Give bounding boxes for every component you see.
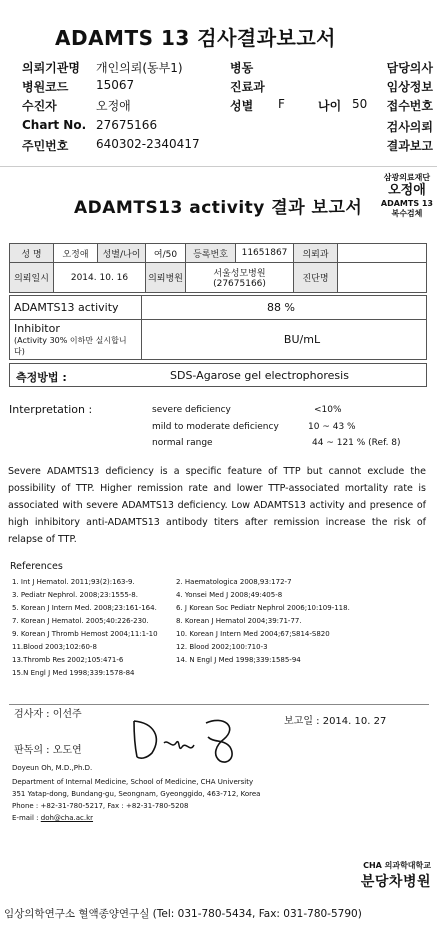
- references-title: References: [10, 561, 63, 572]
- header-right-label: 결과보고: [386, 139, 433, 153]
- stamp-line: 복수검체: [391, 209, 423, 218]
- reference-item: 12. Blood 2002;100:710-3: [176, 643, 268, 651]
- header-label: 수진자: [22, 99, 57, 113]
- regno-value: 11651867: [236, 244, 294, 263]
- header-row: [0, 97, 437, 115]
- header-age-label: 나이: [318, 99, 342, 113]
- reference-item: 8. Korean J Hematol 2004;39:71-77.: [176, 617, 302, 625]
- header-sex-value: F: [278, 97, 285, 111]
- examiner: 검사자 : 이선주: [14, 709, 82, 720]
- report-header: [0, 0, 437, 165]
- interpretation-paragraph: Severe ADAMTS13 deficiency is a specific feature of TTP but cannot exclude the possibility of TTP. Higher remission rate and lower TTP-associated mortality rate is associated with severe ADAMTS13 deficiency. Low ADAMTS13 activity and presence of high inhibitory anti-ADAMTS13 antibody titers after remission increase the risk of relapse of TTP.: [8, 466, 426, 545]
- diagnosis-label: 진단명: [294, 263, 338, 293]
- header-value: 27675166: [96, 118, 158, 132]
- header-right-label: 검사의뢰: [386, 120, 433, 134]
- department: Department of Internal Medicine, School of Medicine, CHA University: [12, 778, 254, 786]
- header-value: 개인의뢰(동부1): [96, 61, 183, 75]
- stamp-line: 삼광의료재단: [383, 173, 431, 182]
- interp-value: <10%: [314, 405, 342, 415]
- hospital-label: 의뢰병원: [146, 263, 186, 293]
- interp-name: normal range: [152, 438, 213, 448]
- reference-item: 15.N Engl J Med 1998;339:1578-84: [12, 669, 135, 677]
- activity-label: ADAMTS13 activity: [10, 296, 142, 320]
- reference-item: 11.Blood 2003;102:60-8: [12, 643, 97, 651]
- method-value: SDS-Agarose gel electrophoresis: [170, 369, 349, 382]
- result-table: [9, 295, 427, 360]
- hospital-number: (27675166): [213, 279, 266, 289]
- hospital-name: 서울성모병원: [213, 269, 266, 279]
- doctor-name: Doyeun Oh, M.D.,Ph.D.: [12, 764, 93, 772]
- reference-item: 14. N Engl J Med 1998;339:1585-94: [176, 656, 301, 664]
- footer-contact: 임상의학연구소 혈액종양연구실 (Tel: 031-780-5434, Fax: 031-780-5790): [4, 908, 362, 920]
- header-value: 오정애: [96, 99, 131, 113]
- patient-info-table: [9, 243, 427, 293]
- header-age-value: 50: [352, 97, 368, 111]
- report-document: [0, 166, 437, 926]
- inhibitor-label: Inhibitor: [14, 322, 60, 335]
- reference-item: 4. Yonsei Med J 2008;49:405-8: [176, 591, 283, 599]
- page-title: ADAMTS 13 검사결과보고서: [55, 26, 337, 50]
- reference-item: 7. Korean J Hematol. 2005;40:226-230.: [12, 617, 149, 625]
- logo-line: CHA 의과학대학교: [363, 861, 431, 870]
- reviewing-doctor: 판독의 : 오도연: [14, 745, 82, 756]
- header-label: 주민번호: [22, 139, 69, 153]
- email-link[interactable]: doh@cha.ac.kr: [40, 814, 94, 822]
- phone-fax: Phone : +82-31-780-5217, Fax : +82-31-780-5208: [12, 802, 189, 810]
- hospital-value: [186, 263, 294, 293]
- header-right-label: 담당의사: [386, 61, 433, 75]
- activity-value: 88 %: [142, 296, 427, 320]
- interp-value: 10 ~ 43 %: [308, 422, 356, 432]
- header-row: [0, 137, 437, 155]
- report-date: 보고일 : 2014. 10. 27: [284, 716, 387, 727]
- header-label: 병원코드: [22, 80, 69, 94]
- specimen-stamp: [381, 173, 433, 219]
- report-title: ADAMTS13 activity 결과 보고서: [74, 198, 363, 218]
- reference-item: 5. Korean J Intern Med. 2008;23:161-164.: [12, 604, 157, 612]
- date-label: 의뢰일시: [10, 263, 54, 293]
- header-right-label: 접수번호: [386, 99, 433, 113]
- header-value: 15067: [96, 78, 135, 92]
- reference-item: 6. J Korean Soc Pediatr Nephrol 2006;10:109-118.: [176, 604, 350, 612]
- method-label: 측정방법 :: [16, 371, 67, 384]
- inhibitor-note: (Activity 30% 이하만 실시합니다): [14, 336, 127, 356]
- header-mid-label: 병동: [230, 61, 254, 75]
- name-label: 성 명: [10, 244, 54, 263]
- header-value: 640302-2340417: [96, 137, 200, 151]
- interp-value: 44 ~ 121 % (Ref. 8): [312, 438, 401, 448]
- dept-label: 의뢰과: [294, 244, 338, 263]
- header-right-label: 임상정보: [386, 80, 433, 94]
- reference-item: 1. Int J Hematol. 2011;93(2):163-9.: [12, 578, 135, 586]
- header-mid-label: 진료과: [230, 80, 265, 94]
- inhibitor-cell: [10, 320, 142, 360]
- header-label: 의뢰기관명: [22, 61, 80, 75]
- name-value: 오정애: [54, 244, 98, 263]
- logo-hospital-name: 분당차병원: [360, 874, 431, 890]
- reference-item: 10. Korean J Intern Med 2004;67;S814-S820: [176, 630, 330, 638]
- address: 351 Yatap-dong, Bundang-gu, Seongnam, Gyeonggido, 463-712, Korea: [12, 790, 261, 798]
- reference-item: 13.Thromb Res 2002;105:471-6: [12, 656, 124, 664]
- date-value: 2014. 10. 16: [54, 263, 146, 293]
- header-label: Chart No.: [22, 118, 87, 132]
- interp-name: severe deficiency: [152, 405, 231, 415]
- header-mid-label: 성별: [230, 99, 254, 113]
- stamp-line: ADAMTS 13: [380, 199, 433, 208]
- interp-name: mild to moderate deficiency: [152, 422, 279, 432]
- dept-value: [338, 244, 427, 263]
- header-row: [0, 118, 437, 136]
- email-label: E-mail :: [12, 814, 39, 822]
- header-row: [0, 78, 437, 96]
- inhibitor-value: BU/mL: [142, 320, 427, 360]
- header-row: [0, 59, 437, 77]
- signature-image: [128, 713, 248, 767]
- hospital-logo: [361, 860, 431, 891]
- regno-label: 등록번호: [186, 244, 236, 263]
- reference-item: 2. Haematologica 2008,93:172-7: [176, 578, 292, 586]
- reference-item: 9. Korean J Thromb Hemost 2004;11:1-10: [12, 630, 158, 638]
- reference-item: 3. Pediatr Nephrol. 2008;23:1555-8.: [12, 591, 138, 599]
- interpretation-label: Interpretation :: [9, 403, 93, 416]
- sexage-label: 성별/나이: [98, 244, 146, 263]
- diagnosis-value: [338, 263, 427, 293]
- stamp-name: 오정애: [388, 183, 426, 198]
- sexage-value: 여/50: [146, 244, 186, 263]
- method-box: [9, 363, 427, 387]
- email-line: [12, 814, 93, 822]
